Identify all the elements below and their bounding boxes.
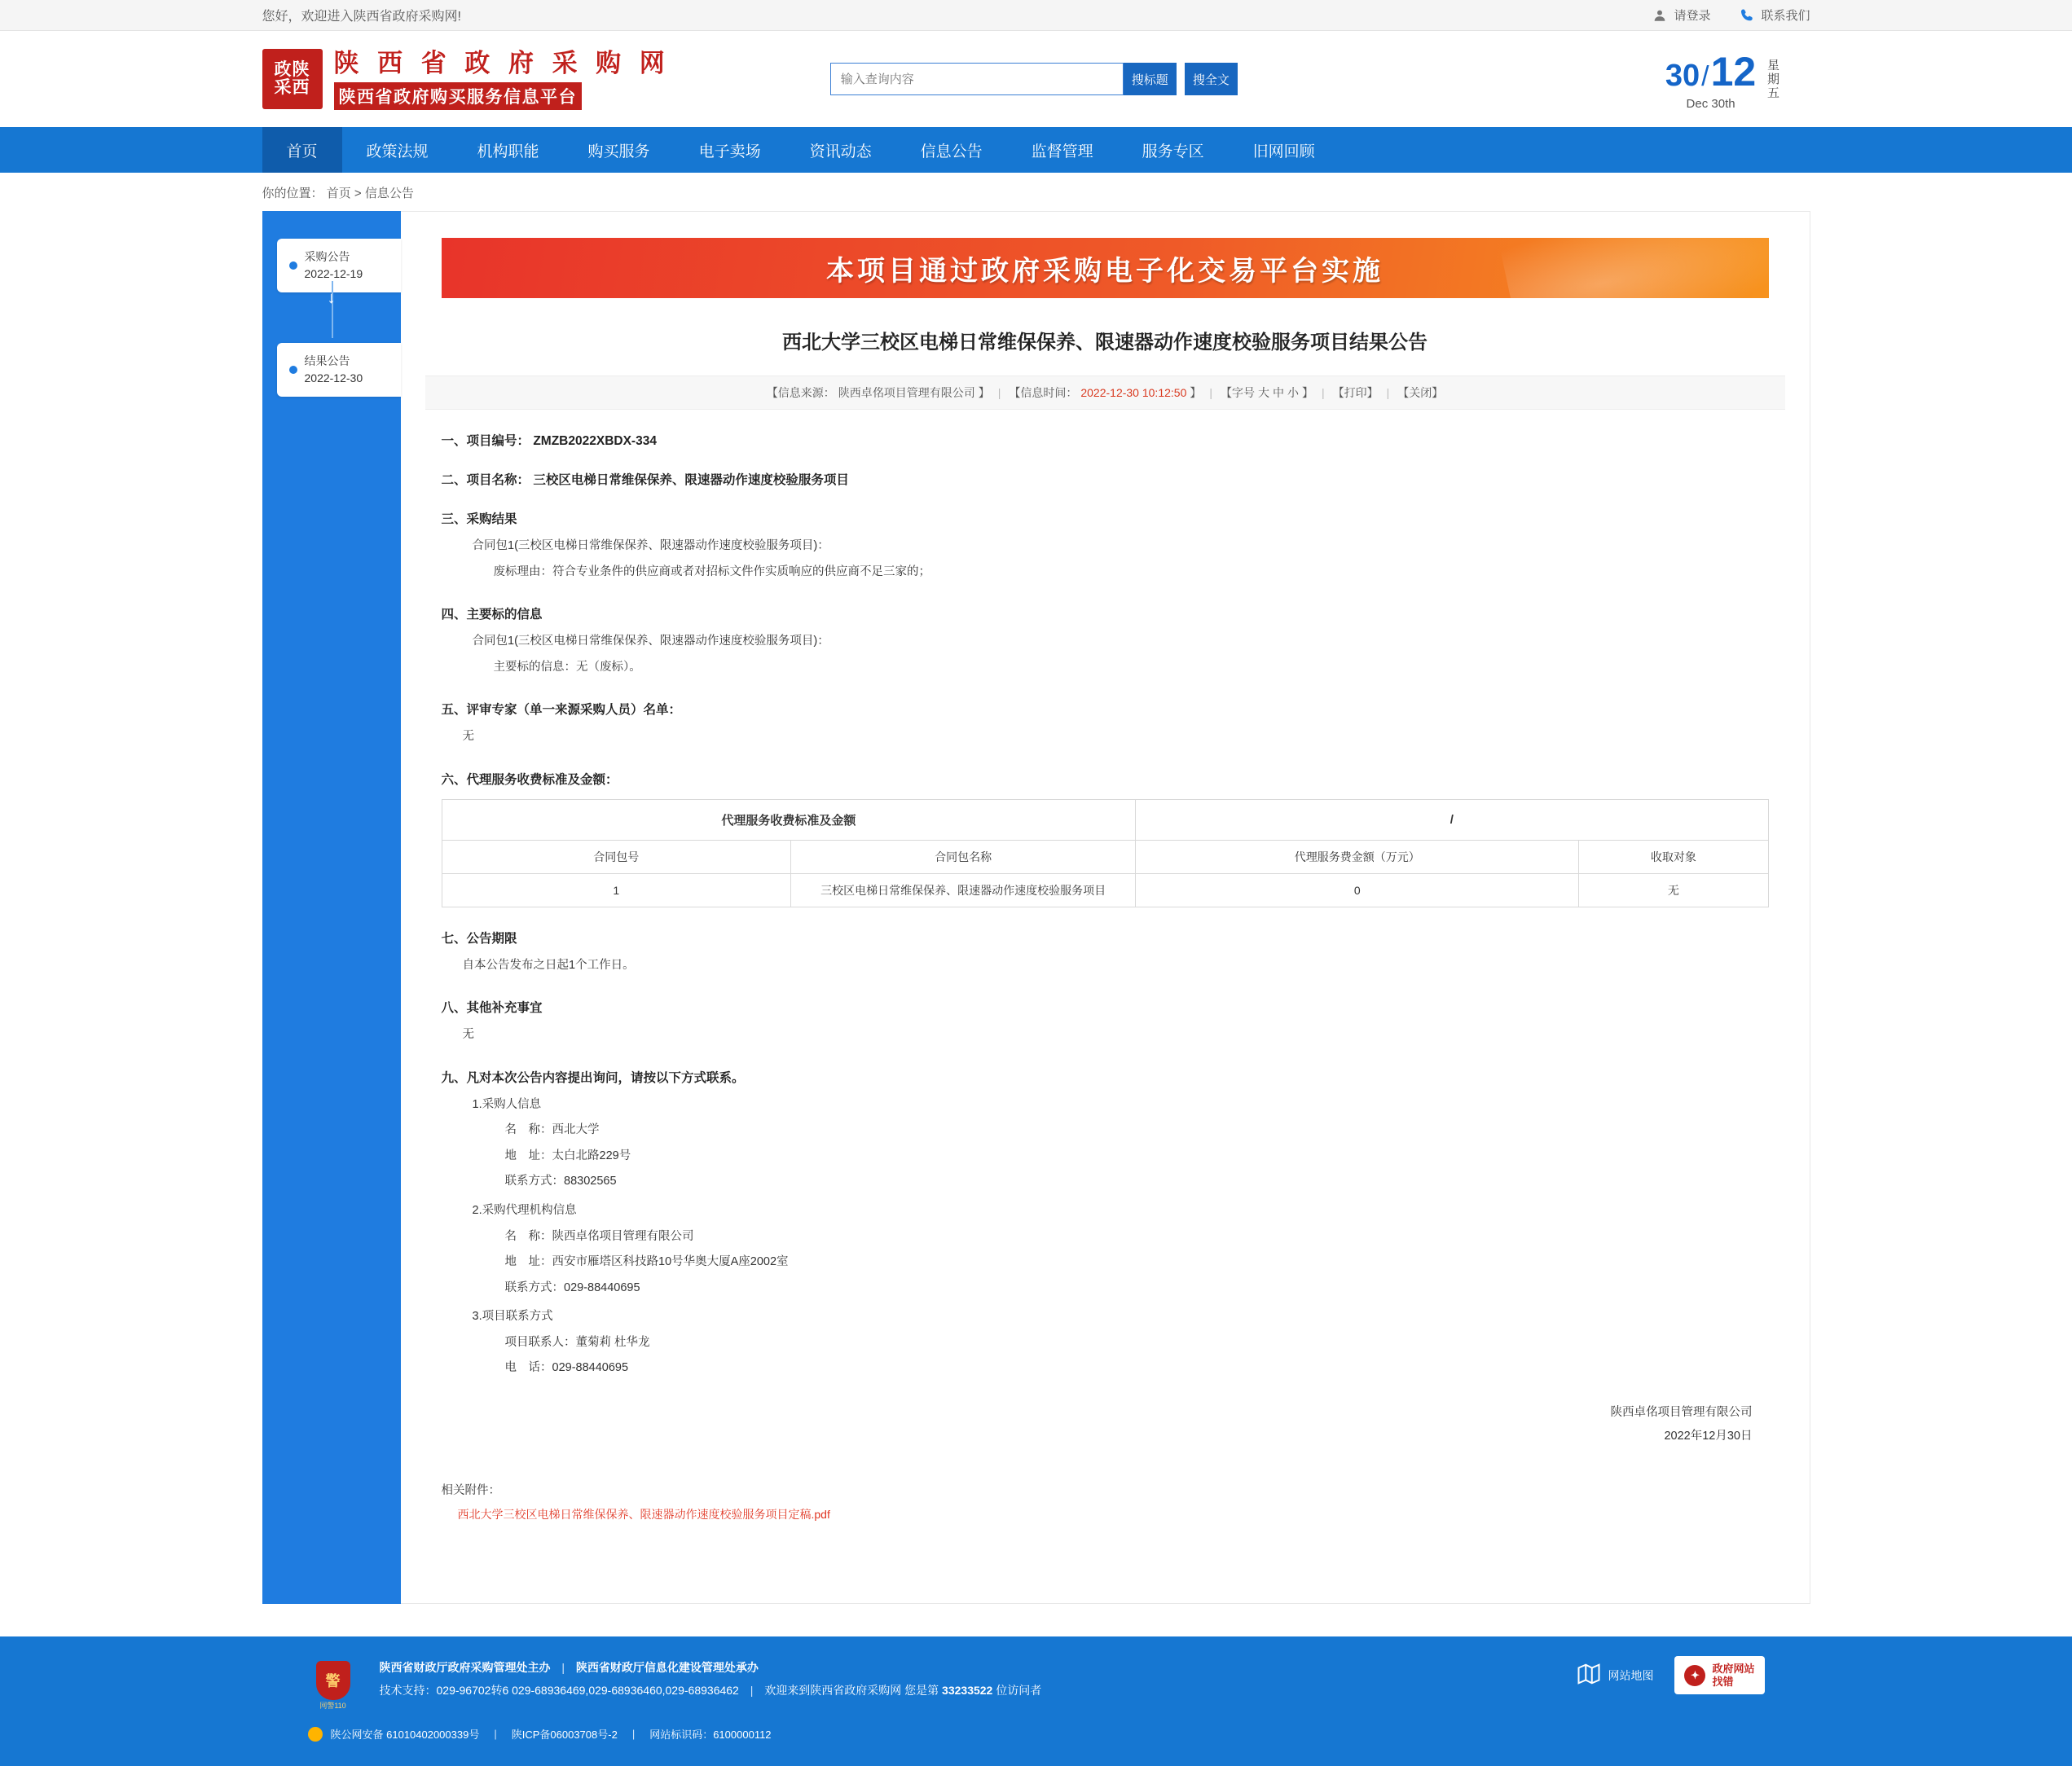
site-name: 陕 西 省 政 府 采 购 网	[333, 48, 671, 77]
breadcrumb	[262, 173, 1810, 211]
contact-row	[505, 1332, 1785, 1355]
police-badge-text: 网警110	[319, 1701, 346, 1710]
site-logo[interactable]	[262, 48, 671, 111]
contact-label: 联系方式：	[504, 1281, 564, 1294]
meta-time-end: 】	[1190, 386, 1202, 399]
contact-value: 陕西卓佲项目管理有限公司	[552, 1229, 694, 1243]
fee-table-cell-2: 三校区电梯日常维保保养、限速器动作速度校验服务项目	[791, 873, 1136, 907]
logo-seal-icon: 政陕 采西	[262, 49, 323, 109]
subject-package-line: 合同包1(三校区电梯日常维保保养、限速器动作速度校验服务项目)：	[472, 635, 829, 648]
contact-label: 联系方式：	[504, 1175, 564, 1188]
contact-label: 地 址：	[504, 1149, 552, 1162]
fee-table-header-3: 代理服务费金额（万元）	[1136, 840, 1579, 873]
site-footer: 警 网警110 陕西省财政厅政府采购管理处主办 | 陕西省财政厅信息化建设管理处承办 技术支持：029-96702转6 029-68936469,029-68936460,029-68936462 | 欢迎来到陕西省政府采购网 您是第 33233522 位访问者 网站地图 ✦ 政府网站 找错 陕公网安备 61010402000339号 | 陕ICP备06003708号-2 | 网站标识码：6100000112	[0, 1636, 2072, 1766]
fee-table-cell-3: 0	[1136, 873, 1579, 907]
contact-value: 029-88440695	[552, 1361, 629, 1375]
footer-operator: 陕西省财政厅信息化建设管理处承办	[575, 1661, 759, 1674]
rail-item-result[interactable]	[277, 343, 401, 397]
fee-table-header-2: 合同包名称	[791, 840, 1136, 873]
contact-row	[505, 1277, 1785, 1300]
section-main-subject	[425, 604, 1785, 679]
announcement-meta: 【信息来源： 陕西卓佲项目管理有限公司 】 | 【信息时间： 2022-12-30 10:12:50 】 | 【字号 大 中 小 】 | 【打印】 | 【关闭】	[425, 376, 1785, 410]
contact-row	[505, 1251, 1785, 1274]
table-row	[442, 873, 1768, 907]
print-button[interactable]: 【打印】	[1332, 386, 1379, 399]
date-widget: 30 / 12 Dec 30th 星期五	[1665, 48, 1779, 111]
search-title-button[interactable]: 搜标题	[1124, 63, 1177, 95]
user-icon	[1652, 8, 1667, 23]
main-nav	[0, 127, 2072, 173]
nav-item-1[interactable]: 首页	[262, 127, 342, 173]
content-area	[262, 211, 1810, 1636]
nav-item-6[interactable]: 资讯动态	[809, 143, 872, 160]
section-project-name	[425, 470, 1785, 488]
nav-item-4[interactable]: 购买服务	[587, 143, 650, 160]
section-contacts	[425, 1068, 1785, 1380]
sitemap-button[interactable]	[1577, 1662, 1653, 1689]
nav-item-7[interactable]: 信息公告	[920, 143, 983, 160]
fee-table-title-value: /	[1136, 799, 1768, 840]
contact-group-title: 1.采购人信息	[472, 1097, 542, 1111]
section-heading: 一、项目编号：	[441, 434, 530, 448]
footer-visit-count: 33233522	[942, 1684, 993, 1697]
date-weekday: 星期五	[1766, 58, 1779, 100]
contact-group-title: 2.采购代理机构信息	[472, 1204, 577, 1218]
contact-label: 名 称：	[504, 1229, 552, 1243]
meta-source-value: 陕西卓佲项目管理有限公司	[838, 386, 975, 399]
nav-item-2[interactable]: 政策法规	[366, 143, 429, 160]
contact-link[interactable]	[1740, 7, 1810, 24]
agency-fee-table	[442, 799, 1769, 907]
attachment-label: 相关附件：	[441, 1483, 500, 1497]
gov-site-feedback-button[interactable]	[1674, 1656, 1764, 1694]
meta-source-end: 】	[978, 386, 990, 399]
contact-value: 董菊莉 杜华龙	[575, 1335, 650, 1349]
date-day: 30	[1665, 58, 1700, 93]
section-heading: 二、项目名称：	[441, 473, 530, 487]
phone-icon	[1740, 8, 1754, 23]
fee-table-header-1: 合同包号	[442, 840, 791, 873]
police-record-icon	[308, 1727, 323, 1742]
font-small-button[interactable]: 小	[1287, 386, 1299, 399]
section-purchase-result	[425, 509, 1785, 583]
meta-font-label: 【字号	[1221, 386, 1255, 399]
contact-group-title: 3.项目联系方式	[472, 1310, 553, 1324]
contact-label: 地 址：	[504, 1255, 552, 1269]
meta-time-label: 【信息时间：	[1009, 386, 1078, 399]
site-header	[0, 31, 2072, 127]
gov-seal-icon: ✦	[1684, 1665, 1705, 1686]
section-heading: 五、评审专家（单一来源采购人员）名单：	[441, 703, 682, 718]
section-heading: 四、主要标的信息	[441, 608, 543, 622]
progress-rail	[262, 211, 401, 1604]
section-announcement-period	[425, 929, 1785, 977]
section-other-matters	[425, 998, 1785, 1047]
footer-police-record[interactable]: 陕公网安备 61010402000339号	[330, 1729, 480, 1741]
rail-item-notice[interactable]	[277, 239, 401, 292]
footer-host: 陕西省财政厅政府采购管理处主办	[379, 1661, 551, 1674]
section-review-experts	[425, 700, 1785, 749]
section-heading: 九、凡对本次公告内容提出询问，请按以下方式联系。	[441, 1070, 745, 1085]
gov-btn-line2: 找错	[1712, 1675, 1734, 1688]
breadcrumb-prefix: 你的位置：	[262, 187, 323, 200]
contact-row	[505, 1145, 1785, 1168]
section-heading: 三、采购结果	[441, 512, 517, 526]
greeting-wrap	[262, 6, 461, 24]
section-agency-fee	[425, 770, 1785, 907]
fee-table-title: 代理服务收费标准及金额	[442, 799, 1136, 840]
rail-item-title: 采购公告	[304, 250, 350, 263]
contact-value: 西安市雁塔区科技路10号华奥大厦A座2002室	[552, 1255, 789, 1269]
platform-banner	[442, 238, 1769, 298]
contact-label: 名 称：	[504, 1123, 552, 1137]
signature-date: 2022年12月30日	[1664, 1429, 1753, 1443]
search-input[interactable]	[830, 63, 1124, 95]
fee-table-header-4: 收取对象	[1579, 840, 1768, 873]
contact-value: 西北大学	[552, 1123, 600, 1137]
section-heading: 八、其他补充事宜	[441, 1001, 543, 1016]
experts-value: 无	[462, 730, 474, 744]
breadcrumb-home[interactable]: 首页	[326, 187, 351, 200]
site-subtitle: 陕西省政府购买服务信息平台	[334, 82, 583, 110]
rail-dot-icon	[287, 259, 300, 272]
rail-item-date: 2022-12-30	[304, 371, 363, 384]
platform-banner-text: 本项目通过政府采购电子化交易平台实施	[826, 255, 1384, 287]
project-number-value: ZMZB2022XBDX-334	[533, 434, 657, 448]
table-header-row	[442, 840, 1768, 873]
contact-row	[505, 1357, 1785, 1380]
contact-label: 联系我们	[1761, 9, 1810, 23]
contact-value: 太白北路229号	[552, 1149, 631, 1162]
gov-btn-line1: 政府网站	[1712, 1663, 1755, 1675]
nav-item-5[interactable]: 电子卖场	[698, 143, 761, 160]
meta-time-value: 2022-12-30 10:12:50	[1080, 386, 1187, 399]
date-english: Dec 30th	[1686, 96, 1735, 111]
contact-row	[505, 1226, 1785, 1249]
contact-row	[505, 1171, 1785, 1193]
section-project-number	[425, 431, 1785, 449]
nav-item-10[interactable]: 旧网回顾	[1252, 143, 1315, 160]
police-badge-icon: 警 网警110	[308, 1656, 359, 1715]
announcement-title: 西北大学三校区电梯日常维保保养、限速器动作速度校验服务项目结果公告	[782, 332, 1428, 354]
breadcrumb-current: 信息公告	[364, 187, 414, 200]
footer-visit-suffix: 位访问者	[996, 1684, 1042, 1697]
map-icon	[1577, 1662, 1601, 1689]
date-month: 12	[1710, 48, 1757, 94]
login-label: 请登录	[1674, 9, 1711, 23]
section-heading: 七、公告期限	[441, 931, 517, 946]
contact-row	[505, 1119, 1785, 1142]
search-area	[830, 63, 1238, 95]
footer-support: 技术支持：029-96702转6 029-68936469,029-68936460,029-68936462	[379, 1684, 739, 1697]
attachment-link[interactable]: 西北大学三校区电梯日常维保保养、限速器动作速度校验服务项目定稿.pdf	[457, 1507, 830, 1521]
rail-item-date: 2022-12-19	[304, 267, 363, 280]
font-medium-button[interactable]: 中	[1273, 386, 1284, 399]
search-fulltext-button[interactable]: 搜全文	[1185, 63, 1238, 95]
project-name-value: 三校区电梯日常维保保养、限速器动作速度校验服务项目	[533, 473, 849, 487]
rail-arrow-icon: ↓	[327, 289, 336, 307]
rail-item-title: 结果公告	[304, 354, 350, 367]
sitemap-label: 网站地图	[1608, 1668, 1654, 1682]
announcement-card	[401, 211, 1810, 1604]
footer-icp[interactable]: 陕ICP备06003708号-2	[511, 1729, 618, 1741]
period-value: 自本公告发布之日起1个工作日。	[462, 958, 635, 972]
contact-value: 88302565	[564, 1175, 617, 1188]
nav-item-9[interactable]: 服务专区	[1142, 143, 1204, 160]
contact-label: 电 话：	[504, 1361, 552, 1375]
section-heading: 六、代理服务收费标准及金额：	[441, 772, 618, 787]
top-bar	[0, 0, 2072, 31]
font-large-button[interactable]: 大	[1258, 386, 1269, 399]
rail-dot-icon	[287, 363, 300, 376]
contact-label: 项目联系人：	[504, 1335, 576, 1349]
signature-company: 陕西卓佲项目管理有限公司	[1610, 1405, 1753, 1419]
fee-table-cell-4: 无	[1579, 873, 1768, 907]
subject-info-line: 主要标的信息：无（废标）。	[493, 660, 641, 674]
breadcrumb-sep: >	[354, 187, 362, 200]
login-link[interactable]	[1652, 7, 1710, 24]
nav-item-8[interactable]: 监督管理	[1031, 143, 1093, 160]
meta-source-label: 【信息来源：	[766, 386, 835, 399]
greeting-text: 您好，欢迎进入陕西省政府采购网!	[262, 10, 461, 24]
result-package-line: 合同包1(三校区电梯日常维保保养、限速器动作速度校验服务项目)：	[472, 539, 829, 552]
result-reason-line: 废标理由：符合专业条件的供应商或者对招标文件作实质响应的供应商不足三家的；	[493, 565, 930, 578]
footer-site-id: 网站标识码：6100000112	[649, 1729, 772, 1741]
close-button[interactable]: 【关闭】	[1397, 386, 1444, 399]
footer-welcome: 欢迎来到陕西省政府采购网 您是第	[764, 1684, 939, 1697]
table-row	[442, 799, 1768, 840]
fee-table-cell-1: 1	[442, 873, 791, 907]
contact-value: 029-88440695	[564, 1281, 640, 1294]
meta-font-end: 】	[1302, 386, 1313, 399]
signature-block	[425, 1401, 1785, 1448]
nav-item-3[interactable]: 机构职能	[477, 143, 539, 160]
other-matters-value: 无	[462, 1028, 474, 1042]
